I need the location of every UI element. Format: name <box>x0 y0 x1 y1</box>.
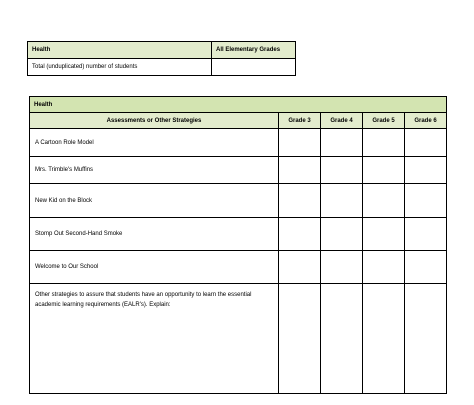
grade-cell[interactable] <box>279 284 321 394</box>
grade-cell[interactable] <box>405 251 447 284</box>
grade-cell[interactable] <box>405 129 447 157</box>
summary-table <box>27 41 296 76</box>
column-header-grade: Grade 3 <box>279 113 321 129</box>
summary-title: Health <box>28 42 212 59</box>
table-row <box>30 129 447 157</box>
summary-row-label: Total (unduplicated) number of students <box>28 59 212 76</box>
table-row <box>30 218 447 251</box>
grade-cell[interactable] <box>405 157 447 184</box>
column-header-grade: Grade 4 <box>321 113 363 129</box>
table-row <box>30 184 447 218</box>
strategies-header-row <box>30 113 447 129</box>
strategies-title: Health <box>30 97 447 113</box>
table-row <box>30 251 447 284</box>
grade-cell[interactable] <box>279 251 321 284</box>
grade-cell[interactable] <box>321 251 363 284</box>
grade-cell[interactable] <box>279 218 321 251</box>
table-row <box>30 284 447 394</box>
strategy-label-other: Other strategies to assure that students have an opportunity to learn the essential academic learning requirements (EALR's). Explain: <box>30 284 279 394</box>
grade-cell[interactable] <box>321 157 363 184</box>
grade-cell[interactable] <box>363 218 405 251</box>
summary-value-cell[interactable] <box>212 59 296 76</box>
grade-cell[interactable] <box>321 218 363 251</box>
strategy-label: Welcome to Our School <box>30 251 279 284</box>
table-row <box>30 157 447 184</box>
strategy-label: Stomp Out Second-Hand Smoke <box>30 218 279 251</box>
grade-cell[interactable] <box>405 218 447 251</box>
grade-cell[interactable] <box>279 129 321 157</box>
grade-cell[interactable] <box>363 284 405 394</box>
grade-cell[interactable] <box>321 184 363 218</box>
column-header-grade: Grade 5 <box>363 113 405 129</box>
grade-cell[interactable] <box>279 184 321 218</box>
grade-cell[interactable] <box>405 284 447 394</box>
column-header-grade: Grade 6 <box>405 113 447 129</box>
grade-cell[interactable] <box>363 184 405 218</box>
strategy-label: New Kid on the Block <box>30 184 279 218</box>
grade-cell[interactable] <box>321 129 363 157</box>
grade-cell[interactable] <box>405 184 447 218</box>
grade-cell[interactable] <box>363 129 405 157</box>
summary-data-row <box>28 59 296 76</box>
grade-cell[interactable] <box>363 157 405 184</box>
grade-cell[interactable] <box>321 284 363 394</box>
strategies-table <box>29 96 447 394</box>
grade-cell[interactable] <box>279 157 321 184</box>
grade-cell[interactable] <box>363 251 405 284</box>
summary-header-row <box>28 42 296 59</box>
strategies-title-row <box>30 97 447 113</box>
column-header-assessments: Assessments or Other Strategies <box>30 113 279 129</box>
strategy-label: A Cartoon Role Model <box>30 129 279 157</box>
strategy-label: Mrs. Trimble's Muffins <box>30 157 279 184</box>
summary-grades-header: All Elementary Grades <box>212 42 296 59</box>
